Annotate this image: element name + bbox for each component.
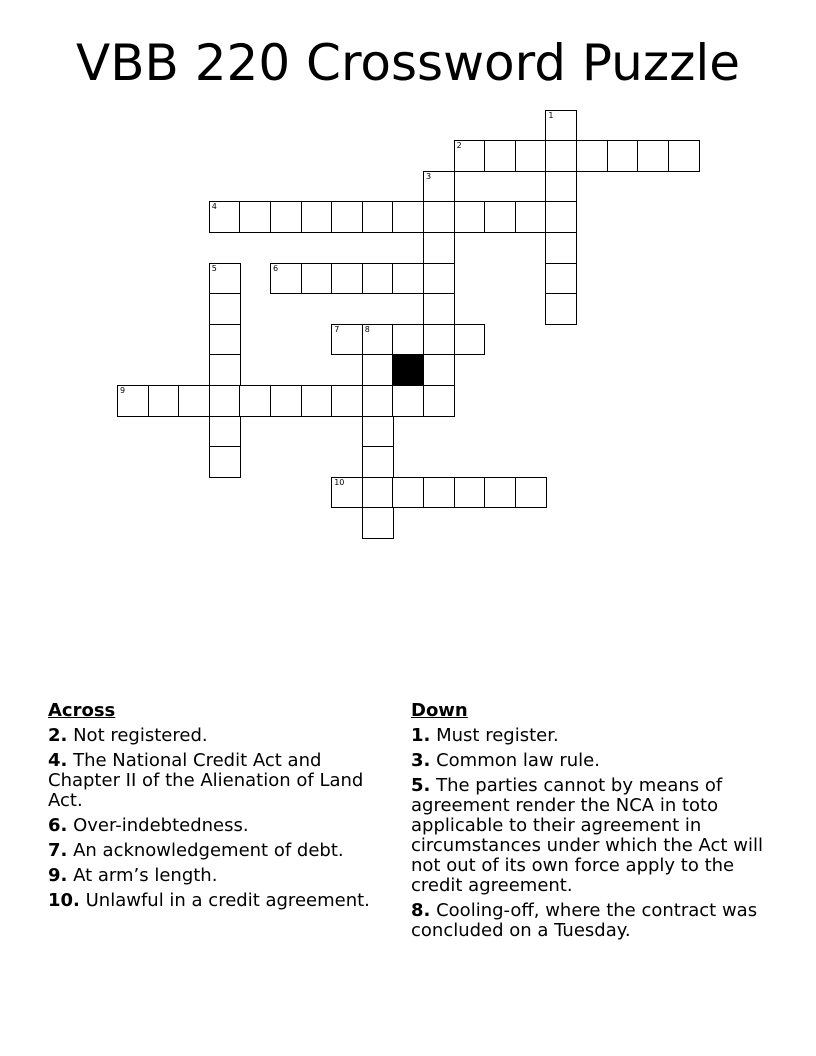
crossword-cell[interactable]	[545, 171, 577, 203]
down-clue	[411, 776, 781, 896]
crossword-cell[interactable]	[362, 201, 394, 233]
crossword-cell[interactable]	[484, 477, 516, 509]
cell-number: 10	[334, 477, 345, 487]
crossword-cell[interactable]	[637, 140, 669, 172]
crossword-cell[interactable]	[209, 293, 241, 325]
crossword-cell[interactable]	[301, 201, 333, 233]
crossword-cell[interactable]	[209, 324, 241, 356]
crossword-cell[interactable]	[362, 385, 394, 417]
crossword-cell[interactable]	[423, 477, 455, 509]
clue-number: 1.	[411, 725, 431, 746]
across-clues	[48, 701, 398, 916]
across-clue	[48, 816, 398, 836]
crossword-cell[interactable]	[545, 201, 577, 233]
clue-text: Over-indebtedness.	[67, 815, 249, 836]
crossword-cell[interactable]	[362, 446, 394, 478]
crossword-cell[interactable]	[484, 201, 516, 233]
across-clue	[48, 726, 398, 746]
crossword-cell[interactable]	[270, 201, 302, 233]
clue-number: 8.	[411, 900, 431, 921]
crossword-cell[interactable]	[362, 354, 394, 386]
cell-number: 6	[273, 263, 279, 273]
clue-text: At arm’s length.	[67, 865, 218, 886]
crossword-cell[interactable]	[362, 477, 394, 509]
across-clue	[48, 841, 398, 861]
crossword-cell[interactable]	[576, 140, 608, 172]
cell-number: 8	[364, 324, 370, 334]
crossword-cell[interactable]	[668, 140, 700, 172]
crossword-cell[interactable]	[331, 477, 363, 509]
cell-number: 4	[211, 202, 217, 212]
across-clue	[48, 751, 398, 811]
across-clue	[48, 891, 398, 911]
crossword-cell[interactable]	[301, 263, 333, 295]
cell-number: 2	[456, 141, 462, 151]
clue-text: The parties cannot by means of agreement render the NCA in toto applicable to their agreement in circumstances under which the Act will not out of its own force apply to the credit agreement.	[411, 775, 763, 896]
crossword-cell[interactable]	[362, 416, 394, 448]
crossword-cell[interactable]	[515, 201, 547, 233]
crossword-cell[interactable]	[392, 385, 424, 417]
clue-number: 3.	[411, 750, 431, 771]
crossword-cell[interactable]	[209, 263, 241, 295]
clue-number: 2.	[48, 725, 68, 746]
crossword-cell[interactable]	[423, 324, 455, 356]
crossword-cell[interactable]	[423, 354, 455, 386]
down-clue	[411, 751, 781, 771]
clue-text: Unlawful in a credit agreement.	[79, 890, 370, 911]
crossword-cell[interactable]	[362, 324, 394, 356]
crossword-cell[interactable]	[148, 385, 180, 417]
clue-text: The National Credit Act and Chapter II of the Alienation of Land Act.	[48, 750, 364, 811]
crossword-cell[interactable]	[239, 385, 271, 417]
clue-number: 9.	[48, 865, 68, 886]
clue-text: Must register.	[430, 725, 559, 746]
crossword-cell[interactable]	[423, 263, 455, 295]
crossword-cell[interactable]	[545, 263, 577, 295]
clue-text: Common law rule.	[430, 750, 600, 771]
crossword-cell[interactable]	[239, 201, 271, 233]
clue-number: 7.	[48, 840, 68, 861]
crossword-cell[interactable]	[545, 232, 577, 264]
crossword-cell[interactable]	[362, 263, 394, 295]
crossword-cell[interactable]	[515, 477, 547, 509]
crossword-cell[interactable]	[270, 385, 302, 417]
crossword-cell[interactable]	[423, 201, 455, 233]
clue-text: Not registered.	[67, 725, 208, 746]
crossword-cell[interactable]	[209, 201, 241, 233]
down-heading: Down	[411, 700, 468, 721]
crossword-cell[interactable]	[392, 201, 424, 233]
clue-text: Cooling-off, where the contract was concluded on a Tuesday.	[411, 900, 758, 941]
crossword-cell[interactable]	[209, 446, 241, 478]
crossword-cell[interactable]	[362, 507, 394, 539]
clue-text: An acknowledgement of debt.	[67, 840, 344, 861]
cell-number: 3	[426, 171, 432, 181]
crossword-cell[interactable]	[392, 263, 424, 295]
across-heading: Across	[48, 700, 116, 721]
across-clue	[48, 866, 398, 886]
down-clue	[411, 726, 781, 746]
crossword-cell[interactable]	[392, 477, 424, 509]
crossword-cell[interactable]	[607, 140, 639, 172]
crossword-cell[interactable]	[545, 110, 577, 142]
cell-number: 9	[120, 385, 126, 395]
clue-number: 4.	[48, 750, 68, 771]
crossword-cell[interactable]	[331, 201, 363, 233]
crossword-cell[interactable]	[454, 140, 486, 172]
crossword-cell[interactable]	[423, 293, 455, 325]
crossword-cell[interactable]	[331, 324, 363, 356]
crossword-cell[interactable]	[545, 140, 577, 172]
crossword-cell[interactable]	[423, 171, 455, 203]
crossword-cell[interactable]	[423, 232, 455, 264]
crossword-block	[392, 354, 424, 386]
crossword-cell[interactable]	[178, 385, 210, 417]
crossword-cell[interactable]	[331, 263, 363, 295]
crossword-cell[interactable]	[454, 324, 486, 356]
down-clue	[411, 901, 781, 941]
crossword-cell[interactable]	[209, 416, 241, 448]
crossword-cell[interactable]	[209, 385, 241, 417]
crossword-cell[interactable]	[545, 293, 577, 325]
down-clues	[411, 701, 781, 946]
crossword-cell[interactable]	[423, 385, 455, 417]
crossword-cell[interactable]	[454, 477, 486, 509]
crossword-cell[interactable]	[454, 201, 486, 233]
cell-number: 5	[211, 263, 217, 273]
clue-number: 10.	[48, 890, 80, 911]
crossword-cell[interactable]	[484, 140, 516, 172]
crossword-cell[interactable]	[270, 263, 302, 295]
crossword-cell[interactable]	[117, 385, 149, 417]
cell-number: 1	[548, 110, 554, 120]
cell-number: 7	[334, 324, 340, 334]
page-title: VBB 220 Crossword Puzzle	[76, 34, 740, 92]
crossword-cell[interactable]	[209, 354, 241, 386]
crossword-cell[interactable]	[515, 140, 547, 172]
crossword-cell[interactable]	[392, 324, 424, 356]
clue-number: 6.	[48, 815, 68, 836]
crossword-cell[interactable]	[301, 385, 333, 417]
crossword-cell[interactable]	[331, 385, 363, 417]
clue-number: 5.	[411, 775, 431, 796]
